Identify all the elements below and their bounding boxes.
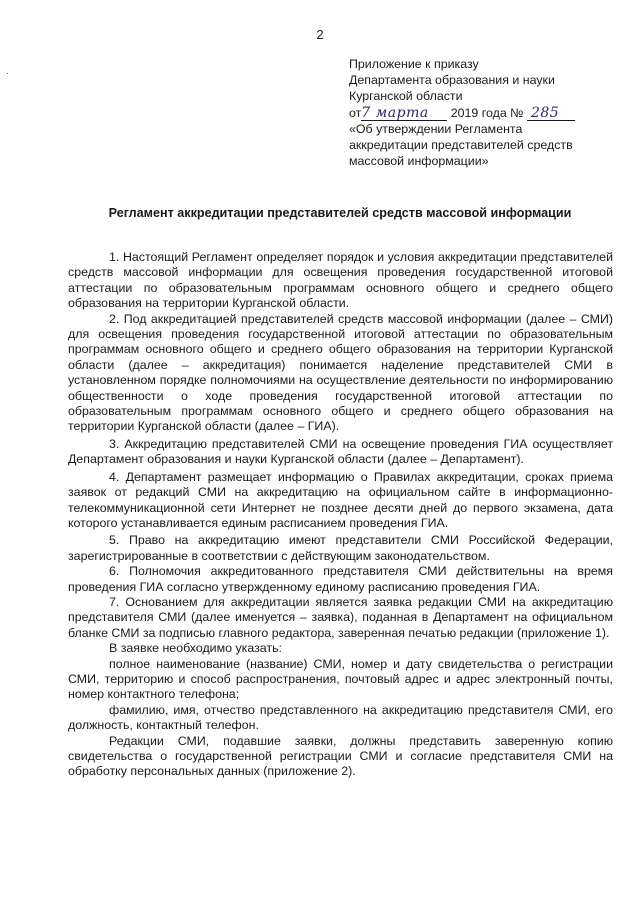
year-text: 2019 года № — [450, 105, 524, 120]
paragraph-2: 2. Под аккредитацией представителей средств массовой информации (далее – СМИ) для освещения проведения государственной итоговой аттестации по образовательным программам основного общего и среднего общего образования на территории Курганской области (далее – аккредитация) понимается наделение представителей СМИ в установленном порядке полномочиями на осуществление деятельности по информированию общественности о ходе проведения государственной итоговой аттестации по образовательным программам основного общего и среднего общего образования на территории Курганской области (далее – ГИА). — [68, 311, 613, 434]
paragraph-editorial-requirements: Редакции СМИ, подавшие заявки, должны представить заверенную копию свидетельства о государственной регистрации СМИ и согласие представителя СМИ на обработку персональных данных (приложение 2). — [68, 733, 613, 779]
paragraph-5: 5. Право на аккредитацию имеют представители СМИ Российской Федерации, зарегистрированные в соответствии с действующим законодательством. — [68, 533, 613, 563]
paragraph-application-item-1: полное наименование (название) СМИ, номер и дату свидетельства о регистрации СМИ, территорию и способ распространения, почтовый адрес и адрес электронный почты, номер контактного телефона; — [68, 656, 613, 702]
document-title: Регламент аккредитации представителей средств массовой информации — [108, 206, 572, 220]
scan-mark: · — [6, 68, 9, 78]
appendix-date-line — [349, 105, 619, 121]
appendix-line-3: Курганской области — [349, 89, 463, 104]
paragraph-1: 1. Настоящий Регламент определяет порядок и условия аккредитации представителей средств массовой информации для освещения проведения государственной итоговой аттестации по образовательным программам основного общего и среднего общего образования на территории Курганской области. — [68, 250, 613, 311]
appendix-line-6: аккредитации представителей средств — [349, 138, 573, 153]
date-prefix: от — [349, 105, 362, 120]
paragraph-6: 6. Полномочия аккредитованного представителя СМИ действительны на время проведения ГИА согласно утвержденному единому расписанию проведения ГИА. — [68, 564, 613, 594]
appendix-line-1: Приложение к приказу — [349, 57, 479, 71]
page-number: 2 — [316, 27, 324, 42]
paragraph-7: 7. Основанием для аккредитации является заявка редакции СМИ на аккредитацию представителя СМИ (далее именуется – заявка), поданная в Департамент на официальном бланке СМИ за подписью главного редактора, заверенная печатью редакции (приложение 1). — [68, 594, 613, 640]
appendix-line-7: массовой информации» — [349, 154, 489, 169]
appendix-header — [349, 56, 619, 169]
document-body — [68, 250, 613, 780]
paragraph-3: 3. Аккредитацию представителей СМИ на освещение проведения ГИА осуществляет Департамент образования и науки Курганской области (далее – Департамент). — [68, 436, 613, 467]
appendix-line-5: «Об утверждении Регламента — [349, 121, 523, 136]
handwritten-date: 7 марта — [361, 107, 447, 121]
handwritten-order-number: 285 — [527, 107, 575, 121]
appendix-line-2: Департамента образования и науки — [349, 73, 555, 88]
paragraph-application-item-2: фамилию, имя, отчество представленного на аккредитацию представителя СМИ, его должность, контактный телефон. — [68, 702, 613, 733]
paragraph-application-intro: В заявке необходимо указать: — [109, 641, 282, 656]
paragraph-4: 4. Департамент размещает информацию о Правилах аккредитации, сроках приема заявок от редакций СМИ на аккредитацию на официальном сайте в информационно-телекоммуникационной сети Интернет не позднее десяти дней до первого экзамена, дата которого устанавливается единым расписанием проведения ГИА. — [68, 469, 613, 530]
